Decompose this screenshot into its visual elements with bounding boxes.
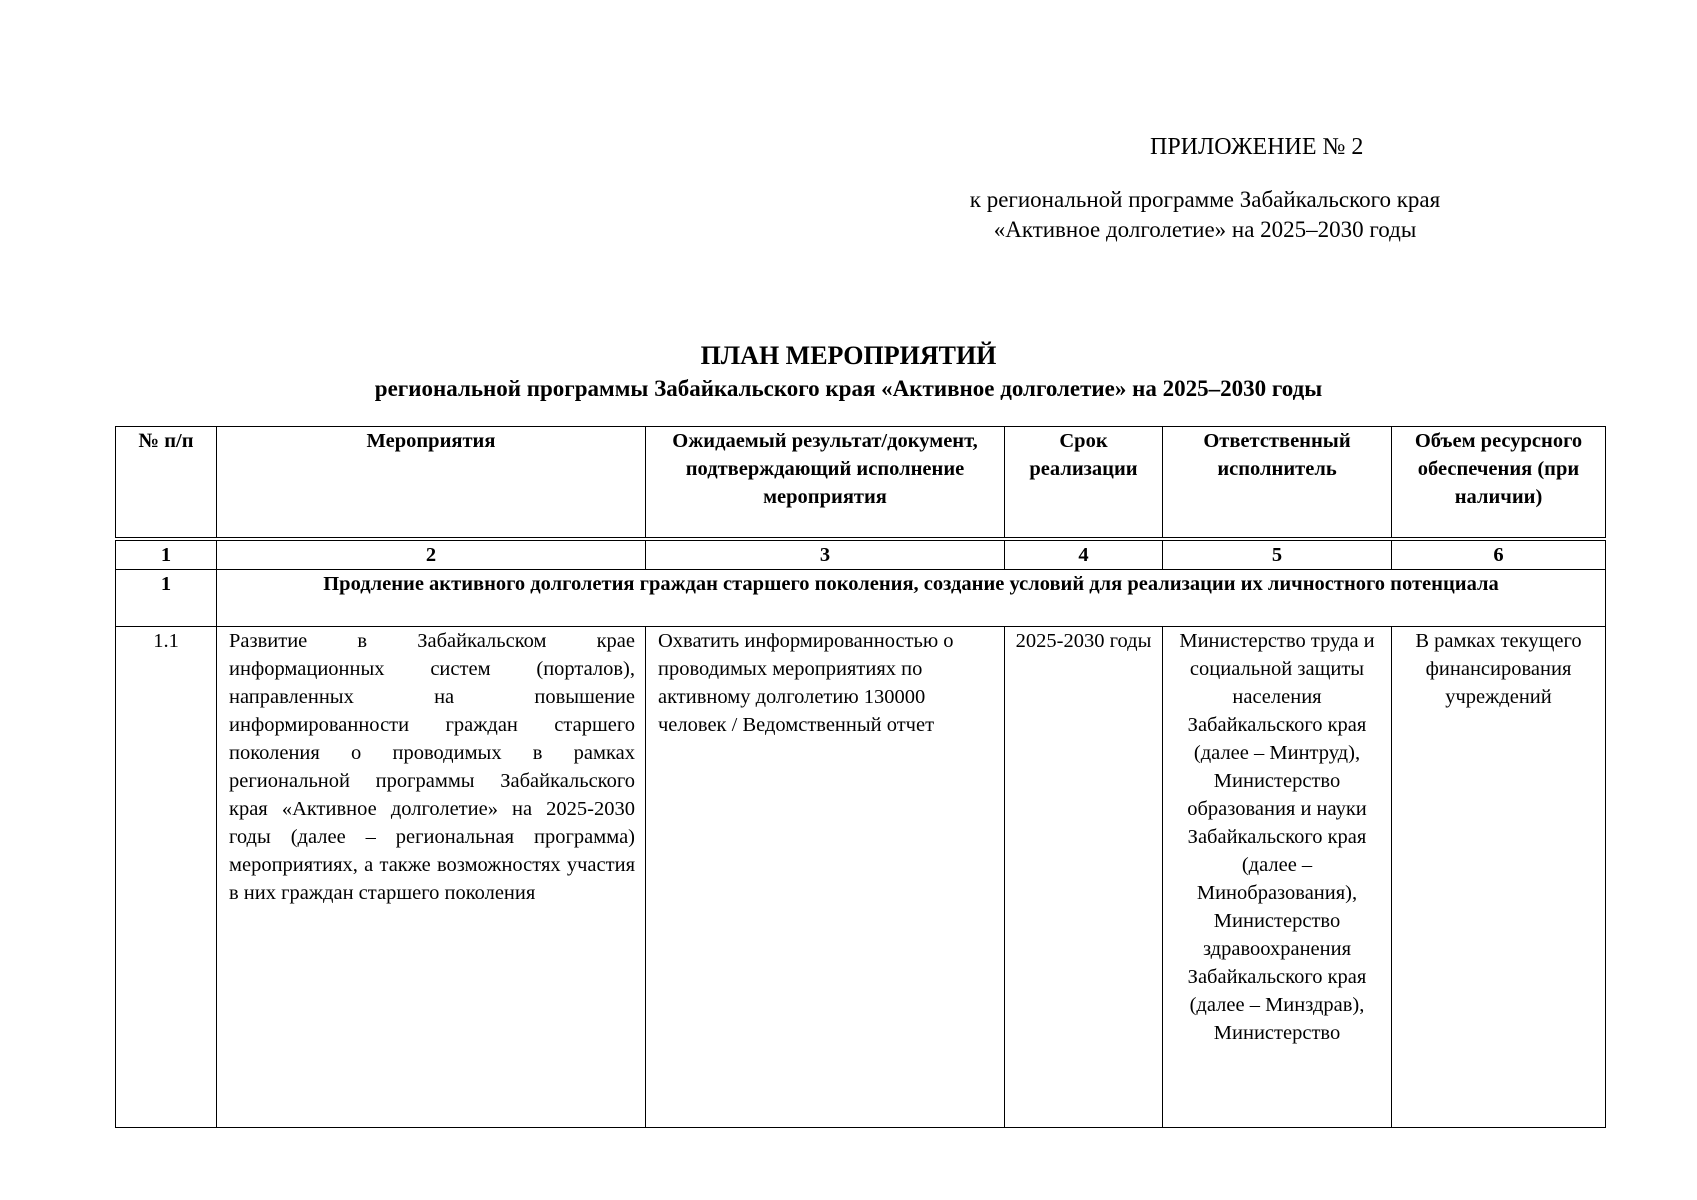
header-activities: Мероприятия	[217, 427, 646, 540]
row-number: 1.1	[116, 627, 217, 1128]
column-number: 1	[116, 539, 217, 570]
column-number: 2	[217, 539, 646, 570]
column-number: 6	[1392, 539, 1606, 570]
header-resources: Объем ресурсного обеспечения (при наличии)	[1392, 427, 1606, 540]
section-number: 1	[116, 570, 217, 627]
appendix-subtitle-line-1: к региональной программе Забайкальского края	[969, 187, 1441, 212]
column-number: 5	[1163, 539, 1392, 570]
section-row	[116, 570, 1606, 627]
appendix-title: ПРИЛОЖЕНИЕ № 2	[1150, 134, 1364, 160]
plan-subtitle: региональной программы Забайкальского края «Активное долголетие» на 2025–2030 годы	[374, 376, 1323, 401]
column-number: 3	[646, 539, 1005, 570]
table-header-row	[116, 427, 1606, 540]
column-numbers-row	[116, 539, 1606, 570]
row-result: Охватить информированностью о проводимых мероприятиях по активному долголетию 130000 человек / Ведомственный отчет	[646, 627, 1005, 1128]
plan-title: ПЛАН МЕРОПРИЯТИЙ	[700, 341, 997, 370]
plan-table	[115, 426, 1606, 1128]
appendix-subtitle-line-2: «Активное долголетие» на 2025–2030 годы	[993, 217, 1417, 242]
row-activity: Развитие в Забайкальском крае информационных систем (порталов), направленных на повышение информированности граждан старшего поколения о проводимых в рамках региональной программы Забайкальского края «Активное долголетие» на 2025-2030 годы (далее – региональная программа) мероприятиях, а также возможностях участия в них граждан старшего поколения	[217, 627, 646, 1128]
appendix-subtitle	[960, 185, 1450, 245]
header-expected-result: Ожидаемый результат/документ, подтверждающий исполнение мероприятия	[646, 427, 1005, 540]
header-responsible: Ответственный исполнитель	[1163, 427, 1392, 540]
table-row	[116, 627, 1606, 1128]
row-responsible: Министерство труда и социальной защиты населения Забайкальского края (далее – Минтруд), Министерство образования и науки Забайкальского края (далее – Минобразования), Министерство здравоохранения Забайкальского края (далее – Минздрав), Министерство	[1163, 627, 1392, 1128]
column-number: 4	[1005, 539, 1163, 570]
header-number: № п/п	[116, 427, 217, 540]
row-term: 2025-2030 годы	[1005, 627, 1163, 1128]
row-resources: В рамках текущего финансирования учреждений	[1392, 627, 1606, 1128]
section-title: Продление активного долголетия граждан старшего поколения, создание условий для реализации их личностного потенциала	[217, 570, 1606, 627]
header-term: Срок реализации	[1005, 427, 1163, 540]
